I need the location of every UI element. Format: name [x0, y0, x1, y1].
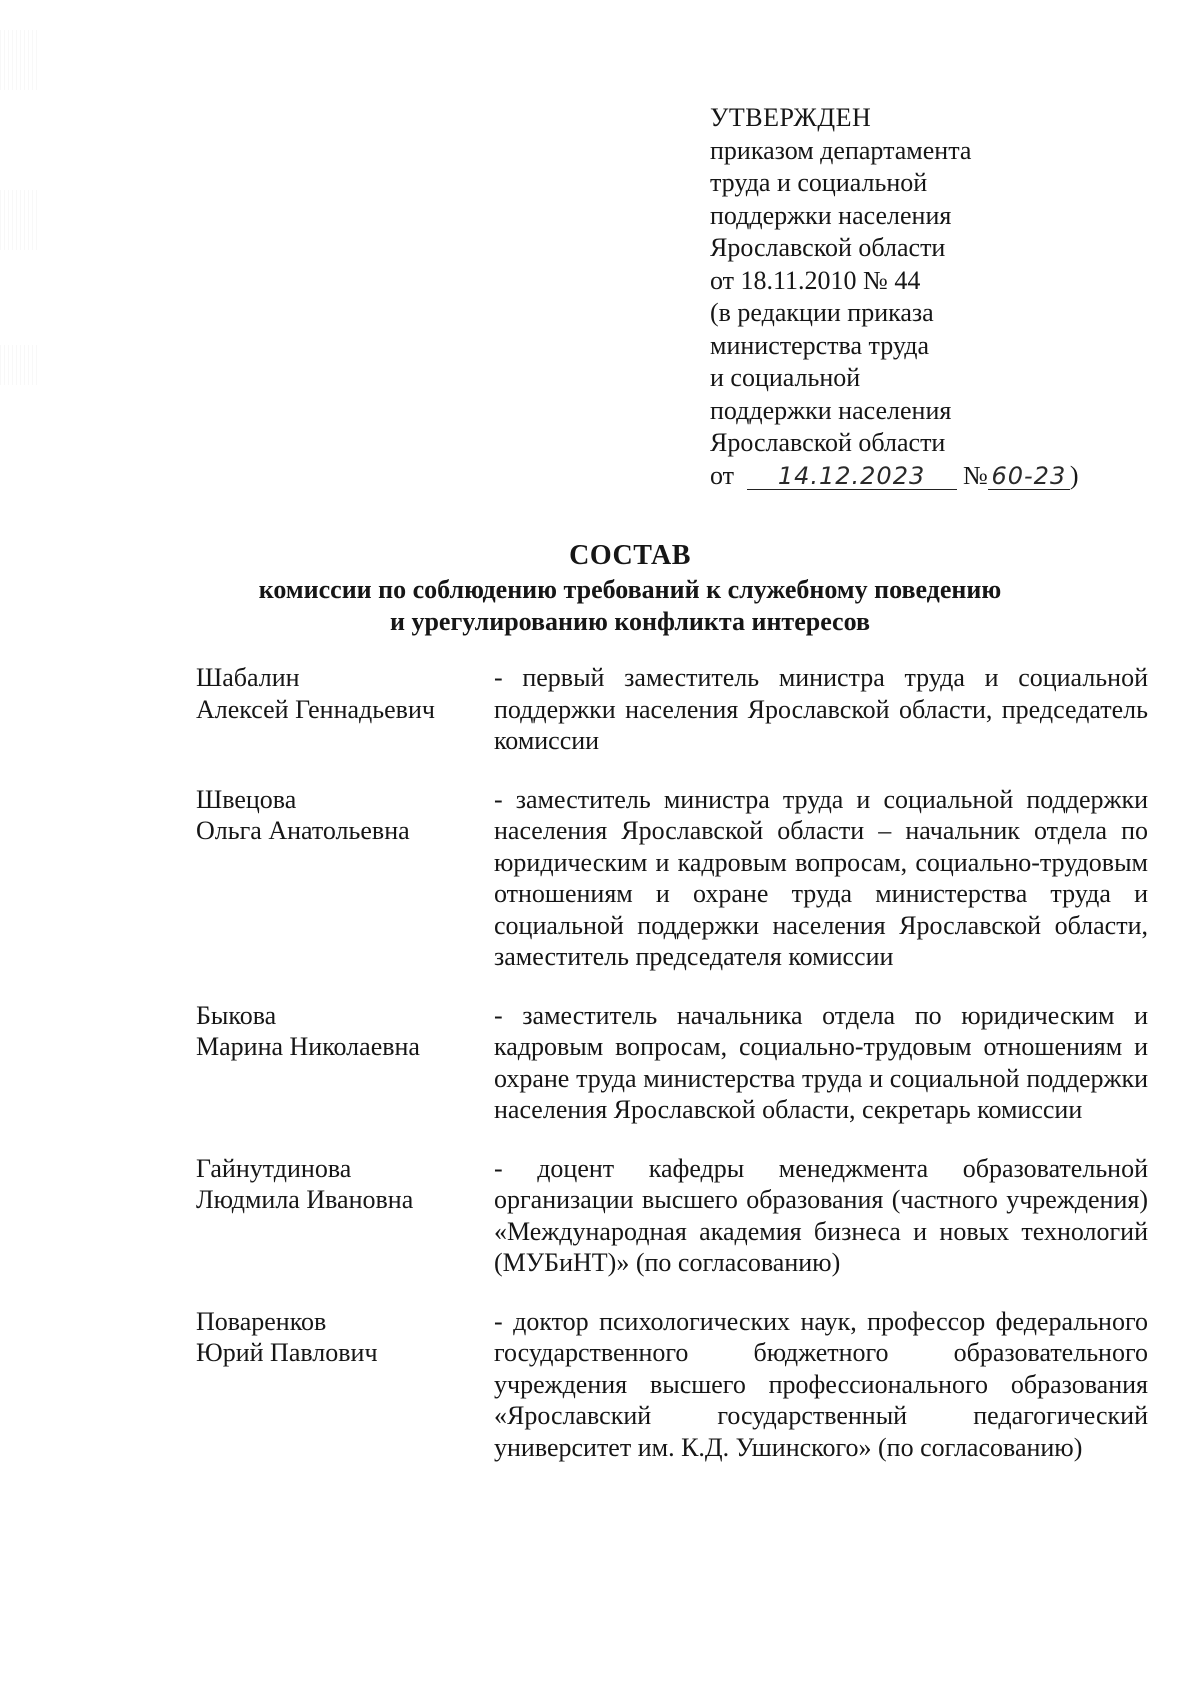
- scan-artifact: [0, 30, 40, 90]
- member-surname: Поваренков: [196, 1306, 327, 1336]
- approval-stamp-block: [710, 102, 1130, 492]
- member-entry: [196, 1306, 1148, 1464]
- document-subtitle-line: и урегулированию конфликта интересов: [389, 607, 870, 636]
- approval-line: (в редакции приказа: [710, 298, 934, 327]
- document-subtitle-line: комиссии по соблюдению требований к служебному поведению: [258, 575, 1002, 604]
- approval-line: приказом департамента: [710, 135, 972, 165]
- member-surname: Гайнутдинова: [196, 1153, 352, 1183]
- member-given-names: Людмила Ивановна: [196, 1185, 414, 1214]
- approval-line: поддержки населения: [710, 200, 952, 230]
- approval-line: Ярославской области: [710, 428, 946, 457]
- member-name: [196, 662, 494, 725]
- member-name: [196, 784, 494, 847]
- document-title: СОСТАВ: [569, 540, 691, 571]
- approval-line: поддержки населения: [710, 395, 952, 425]
- scan-artifact: [0, 190, 40, 250]
- member-entry: [196, 784, 1148, 973]
- member-role: - доктор психологических наук, профессор федерального государственного бюджетного образовательного учреждения высшего профессионального образования «Ярославский государственный педагогический университет им. К.Д. Ушинского» (по согласованию): [494, 1306, 1148, 1462]
- member-surname: Шабалин: [196, 663, 300, 692]
- handwritten-order-number: 60-23: [988, 463, 1070, 490]
- document-title-block: [190, 538, 1070, 638]
- approval-heading: УТВЕРЖДЕН: [710, 103, 872, 132]
- scan-artifact: [0, 345, 40, 385]
- member-entry: [196, 662, 1148, 757]
- number-sign: №: [963, 460, 988, 490]
- member-name: [196, 1000, 494, 1063]
- commission-member-list: [196, 662, 1148, 1490]
- approval-line: от 18.11.2010 № 44: [710, 265, 921, 295]
- member-given-names: Алексей Геннадьевич: [196, 694, 435, 724]
- member-entry: [196, 1000, 1148, 1126]
- member-surname: Быкова: [196, 1000, 277, 1030]
- member-given-names: Ольга Анатольевна: [196, 816, 410, 845]
- handwritten-date: 14.12.2023: [747, 463, 957, 490]
- approval-line: труда и социальной: [710, 168, 928, 197]
- member-name: [196, 1153, 494, 1216]
- member-name: [196, 1306, 494, 1369]
- member-role: - заместитель начальника отдела по юридическим и кадровым вопросам, социально-трудовым отношениям и охране труда министерства труда и социальной поддержки населения Ярославской области, секретарь комиссии: [494, 1000, 1148, 1124]
- approval-line: министерства труда: [710, 330, 929, 360]
- closing-paren: ): [1069, 460, 1079, 490]
- member-role: - заместитель министра труда и социальной поддержки населения Ярославской области – начальник отдела по юридическим и кадровым вопросам, социально-трудовым отношениям и охране труда министерства труда и социальной поддержки населения Ярославской области, заместитель председателя комиссии: [494, 784, 1148, 971]
- approval-revision-line: [710, 460, 1130, 493]
- member-entry: [196, 1153, 1148, 1279]
- member-given-names: Юрий Павлович: [196, 1338, 378, 1367]
- member-surname: Швецова: [196, 784, 297, 814]
- member-role: - первый заместитель министра труда и социальной поддержки населения Ярославской области, председатель комиссии: [494, 663, 1148, 755]
- approval-line: и социальной: [710, 363, 861, 392]
- approval-line: Ярославской области: [710, 233, 946, 262]
- revision-prefix: от: [710, 460, 735, 490]
- member-given-names: Марина Николаевна: [196, 1032, 420, 1061]
- member-role: - доцент кафедры менеджмента образовательной организации высшего образования (частного учреждения) «Международная академия бизнеса и новых технологий (МУБиНТ)» (по согласованию): [494, 1153, 1148, 1277]
